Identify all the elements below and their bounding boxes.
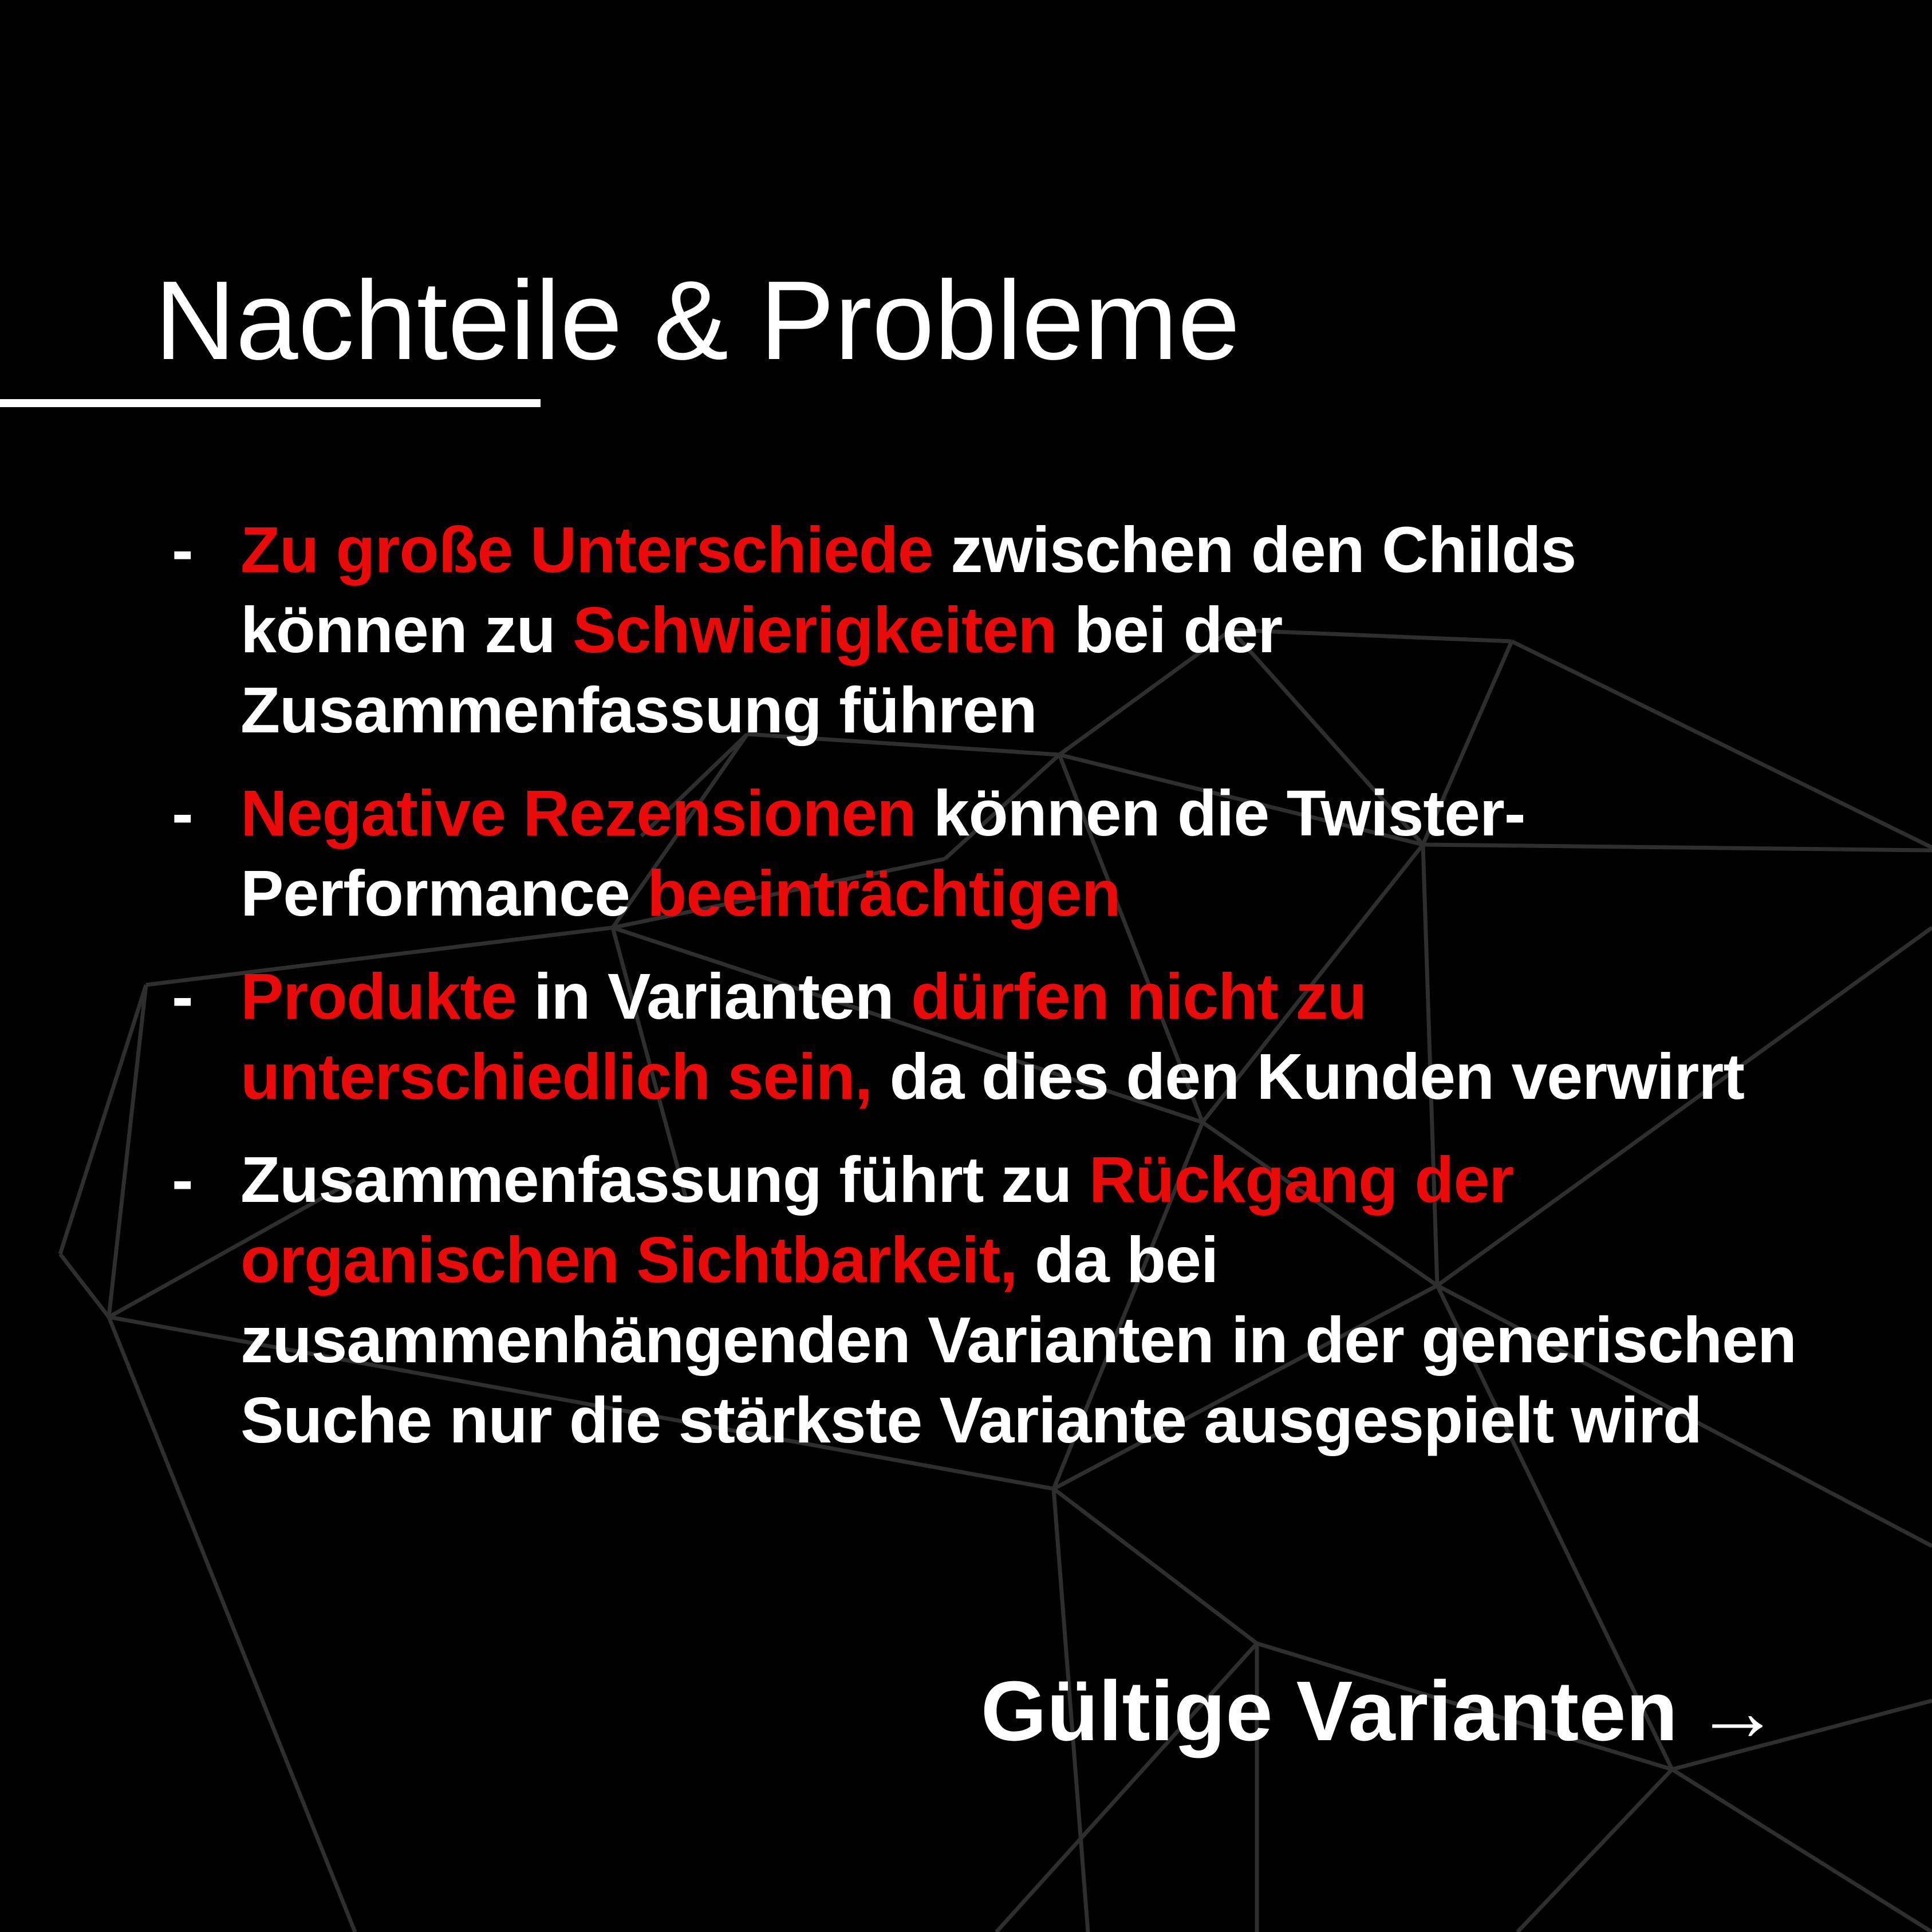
body-text: zwischen den Childs können zu: [240, 514, 1576, 666]
list-item: [172, 1140, 1798, 1460]
highlight-text: Negative Rezensionen: [240, 777, 916, 849]
list-item: [172, 510, 1798, 750]
body-text: bei der Zusammenfassung führen: [240, 594, 1283, 746]
body-text: Zusammenfassung führt zu: [240, 1144, 1089, 1216]
highlight-text: Produkte: [240, 960, 516, 1032]
body-text: in Varianten: [516, 960, 912, 1032]
list-item: [172, 773, 1798, 933]
bullet-marker: -: [172, 514, 193, 586]
next-slide-label: Gültige Varianten: [980, 1664, 1678, 1758]
body-text: da bei zusammenhängenden Varianten in der generischen Suche nur die stärkste Variante ausgespielt wird: [240, 1224, 1796, 1456]
highlight-text: Schwierigkeiten: [573, 594, 1057, 666]
next-slide-link[interactable]: [980, 1664, 1780, 1758]
page-title: Nachteile & Probleme: [155, 258, 1240, 383]
highlight-text: beeinträchtigen: [647, 857, 1121, 929]
body-text: da dies den Kunden verwirrt: [872, 1040, 1744, 1113]
arrow-right-icon: →: [1695, 1664, 1780, 1758]
list-item: [172, 956, 1798, 1117]
bullet-marker: -: [172, 960, 193, 1032]
highlight-text: dürfen nicht zu unterschiedlich sein,: [240, 960, 1366, 1113]
bullet-marker: -: [172, 777, 193, 849]
highlight-text: Rückgang der organischen Sichtbarkeit,: [240, 1144, 1514, 1296]
bullet-marker: -: [172, 1144, 193, 1216]
problem-list: [172, 510, 1798, 1483]
highlight-text: Zu große Unterschiede: [240, 514, 933, 586]
body-text: können die Twister-Performance: [240, 777, 1525, 929]
title-underline: [0, 399, 541, 407]
